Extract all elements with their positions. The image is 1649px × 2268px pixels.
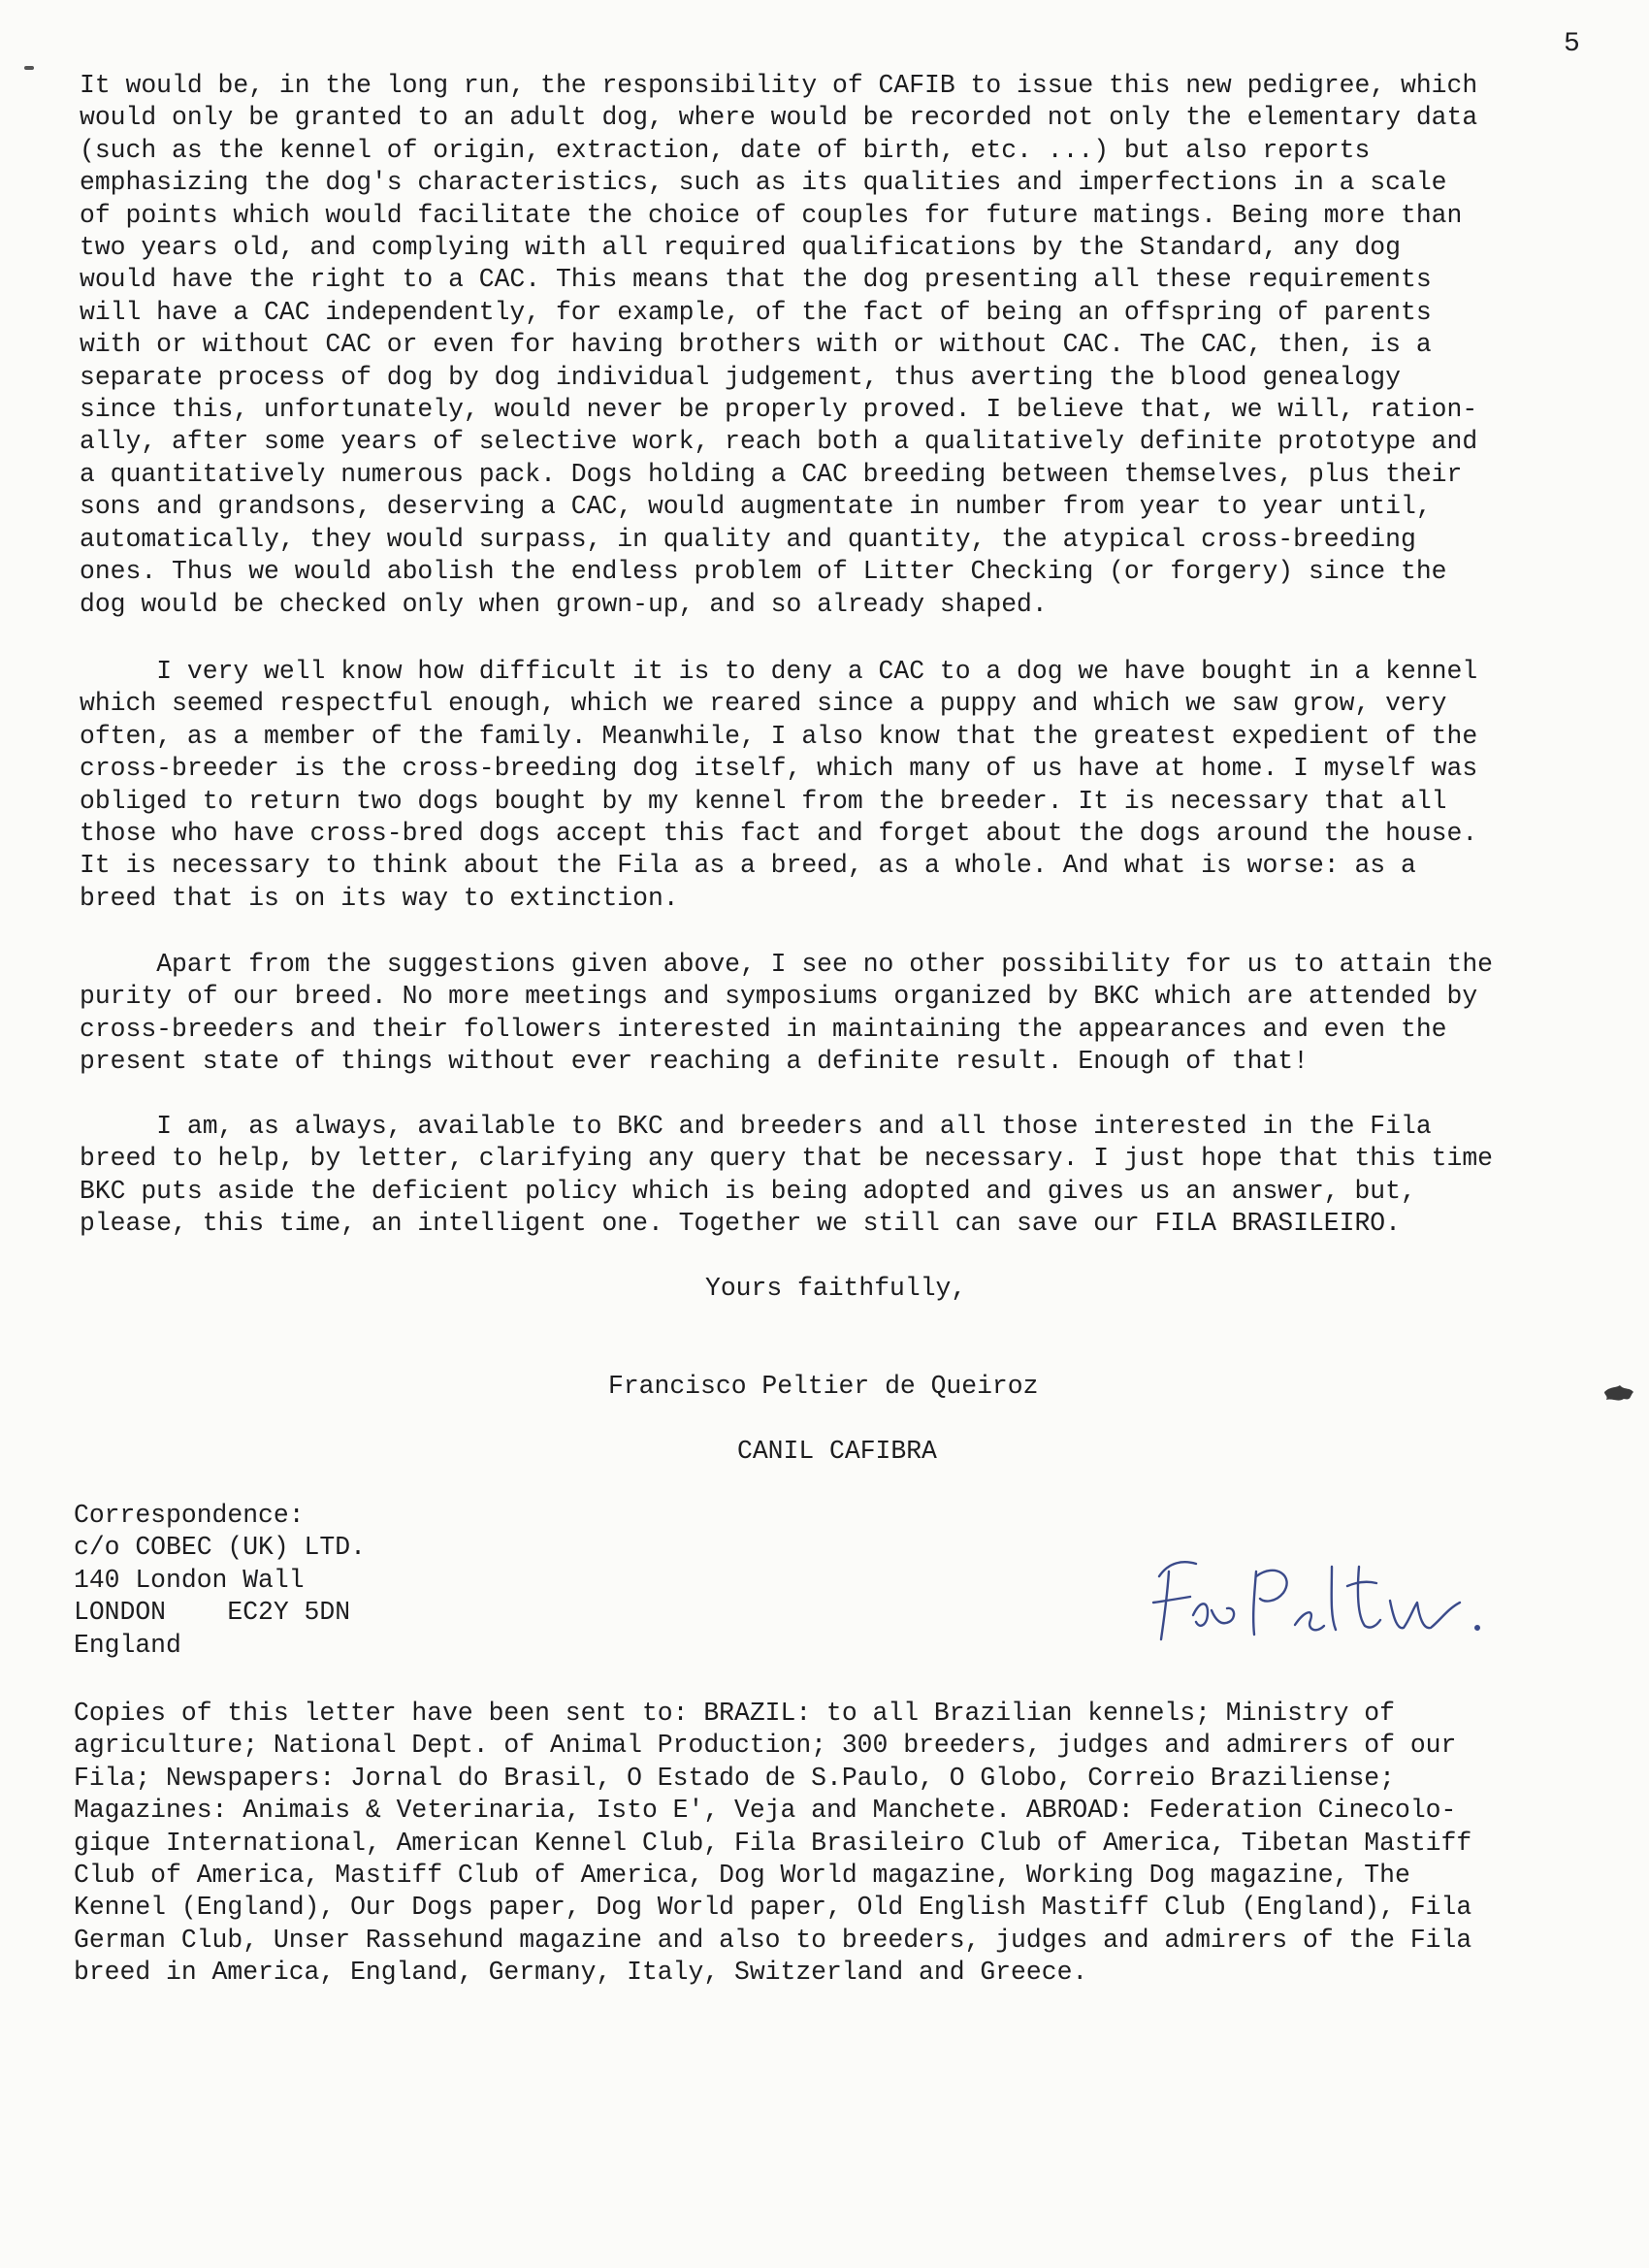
address-line: England (74, 1630, 181, 1660)
paper-damage-mark (1602, 1382, 1635, 1404)
handwritten-signature (1140, 1533, 1547, 1649)
paragraph-suggestions: Apart from the suggestions given above, I see no other possibility for us to attain the purity of our breed. No more meetings and symposiums organized by BKC which are attended by cross-breeders and their followers interested in maintaining the appearances and even the present state of things without ever reaching a definite result. Enough of that! (80, 950, 1494, 1077)
closing-salutation: Yours faithfully, (705, 1274, 967, 1303)
paper-speck (24, 66, 34, 70)
address-line: 140 London Wall (74, 1565, 305, 1595)
correspondence-heading: Correspondence: (74, 1501, 305, 1530)
paragraph-pedigree-proposal: It would be, in the long run, the responsibility of CAFIB to issue this new pedigree, which would only be granted to an adult dog, where would be recorded not only the elementary data (such as the kennel of origin, extraction, date of birth, etc. ...) but also reports emphasizing the dog's characteristics, such as its qualities and imperfections in a scale of points which would facilitate the choice of couples for future matings. Being more than two years old, and complying with all required qualifications by the Standard, any dog would have the right to a CAC. This means that the dog presenting all these requirements will have a CAC independently, for example, of the fact of being an offspring of parents with or without CAC or even for having brothers with or without CAC. The CAC, then, is a separate process of dog by dog individual judgement, thus averting the blood genealogy since this, unfortunately, would never be properly proved. I believe that, we will, ration- ally, after some years of selective work, reach both a qualitatively definite prototype and a quantitatively numerous pack. Dogs holding a CAC breeding between themselves, plus their sons and grandsons, deserving a CAC, would augmentate in number from year to year until, automatically, they would surpass, in quality and quantity, the atypical cross-breeding ones. Thus we would abolish the endless problem of Litter Checking (or forgery) since the dog would be checked only when grown-up, and so already shaped. (80, 71, 1478, 619)
paragraph-deny-cac: I very well know how difficult it is to deny a CAC to a dog we have bought in a kennel which seemed respectful enough, which we reared since a puppy and which we saw grow, very often, as a member of the family. Meanwhile, I also know that the greatest expedient of the cross-breeder is the cross-breeding dog itself, which many of us have at home. I myself was obliged to return two dogs bought by my kennel from the breeder. It is necessary that all those who have cross-bred dogs accept this fact and forget about the dogs around the house. It is necessary to think about the Fila as a breed, as a whole. And what is worse: as a breed that is on its way to extinction. (80, 657, 1478, 913)
page-number: 5 (1564, 29, 1580, 59)
copies-distribution-note: Copies of this letter have been sent to: BRAZIL: to all Brazilian kennels; Ministry of agriculture; National Dept. of Animal Production; 300 breeders, judges and admirers of our Fila; Newspapers: Jornal do Brasil, O Estado de S.Paulo, O Globo, Correio Braziliense; Magazines: Animais & Veterinaria, Isto E', Veja and Manchete. ABROAD: Federation Cinecolo- gique International, American Kennel Club, Fila Brasileiro Club of America, Tibetan Mastiff Club of America, Mastiff Club of America, Dog World magazine, Working Dog magazine, The Kennel (England), Our Dogs paper, Dog World paper, Old English Mastiff Club (England), Fila German Club, Unser Rassehund magazine and also to breeders, judges and admirers of the Fila breed in America, England, Germany, Italy, Switzerland and Greece. (74, 1699, 1472, 1988)
address-line: LONDON EC2Y 5DN (74, 1598, 351, 1628)
correspondence-address (74, 1500, 366, 1662)
signatory-name: Francisco Peltier de Queiroz (608, 1372, 1039, 1401)
paragraph-availability: I am, as always, available to BKC and breeders and all those interested in the Fila breed to help, by letter, clarifying any query that be necessary. I just hope that this time BKC puts aside the deficient policy which is being adopted and gives us an answer, but, please, this time, an intelligent one. Together we still can save our FILA BRASILEIRO. (80, 1112, 1494, 1239)
address-line: c/o COBEC (UK) LTD. (74, 1533, 366, 1563)
signatory-company: CANIL CAFIBRA (737, 1437, 937, 1466)
